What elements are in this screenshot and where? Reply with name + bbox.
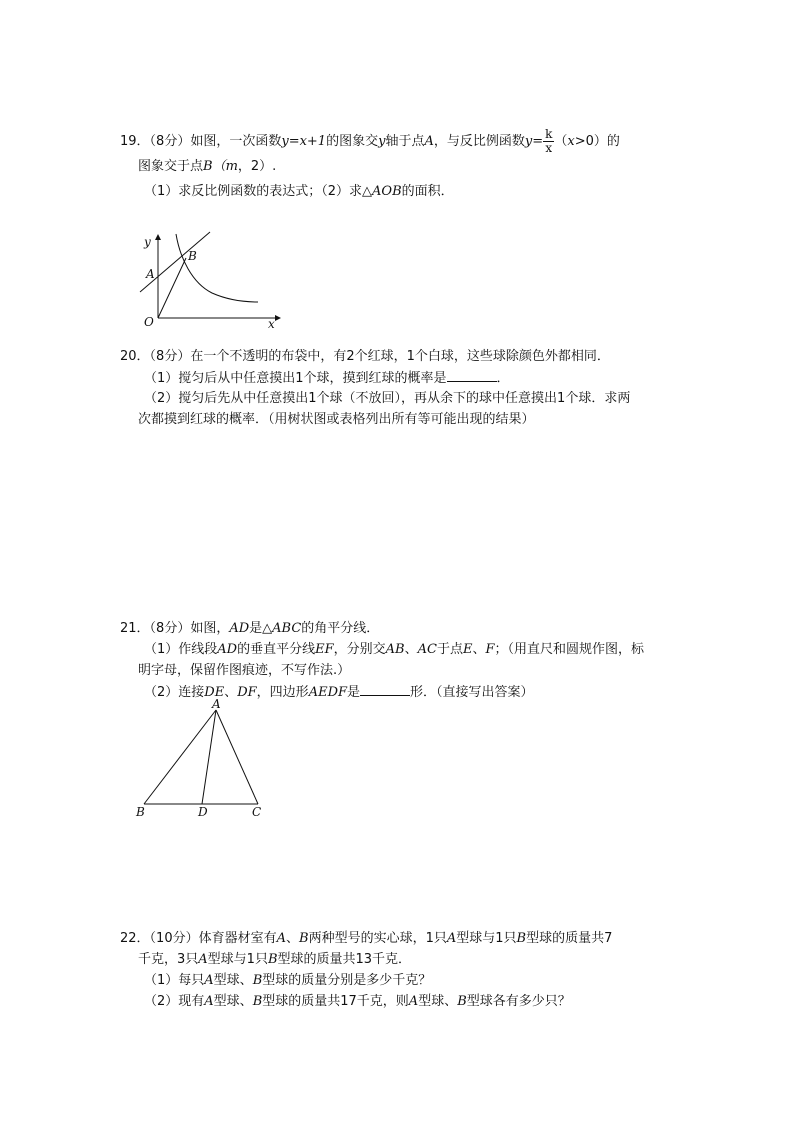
label-x: x [268,317,275,331]
side-AC [216,710,258,804]
q19-line-1: 19．（8分）如图，一次函数y=x+1的图象交y轴于点A，与反比例函数y= $\frac{k}{x}$ （x>0）的 [120,127,620,155]
answer-blank-shape [360,683,410,696]
q20-line-4: 次都摸到红球的概率．（用树状图或表格列出所有等可能出现的结果） [138,412,535,427]
side-AB [144,710,216,804]
q19-line-3: （1）求反比例函数的表达式；（2）求△AOB的面积． [144,184,454,199]
q20-line-2: （1）搅匀后从中任意摸出1个球，摸到红球的概率是 ． [144,371,510,386]
fraction-k-over-x: $\frac{k}{x}$ [545,127,553,155]
q22-line-4: （2）现有A型球、B型球的质量共17千克，则A型球、B型球各有多少只？ [144,994,571,1009]
q19-figure [130,228,290,333]
label-y: y [144,235,151,249]
label-D: D [198,805,208,819]
label-B: B [136,805,145,819]
y-axis-arrow [155,234,161,240]
q22-line-3: （1）每只A型球、B型球的质量分别是多少千克？ [144,973,432,988]
q20-line-3: （2）搅匀后先从中任意摸出1个球（不放回），再从余下的球中任意摸出1个球．求两 [144,391,631,406]
label-O: O [144,315,154,329]
label-C: C [252,805,262,819]
label-A: A [212,698,221,711]
q22-line-2: 千克，3只A型球与1只B型球的质量共13千克． [138,952,412,967]
answer-blank [447,369,497,382]
x-axis-arrow [275,315,281,321]
segment-OB [158,258,186,318]
label-A: A [146,267,155,281]
q21-line-1: 21．（8分）如图，AD是△ABC的角平分线． [120,621,380,636]
q22-line-1: 22．（10分）体育器材室有A、B两种型号的实心球，1只A型球与1只B型球的质量共7 [120,931,613,946]
segment-AD [202,710,216,804]
q21-line-3: 明字母，保留作图痕迹，不写作法.） [138,663,351,678]
q20-line-1: 20．（8分）在一个不透明的布袋中，有2个红球，1个白球，这些球除颜色外都相同． [120,349,610,364]
hyperbola-curve [176,234,258,302]
q21-line-4: （2）连接DE、DF，四边形AEDF是 形．（直接写出答案） [144,685,534,700]
label-B: B [188,249,197,263]
q21-line-2: （1）作线段AD的垂直平分线EF，分别交AB、AC于点E、F；（用直尺和圆规作图，标 [144,642,645,657]
q19-line-2: 图象交于点B（m，2）. [138,159,277,174]
q21-triangle-figure [130,698,280,823]
